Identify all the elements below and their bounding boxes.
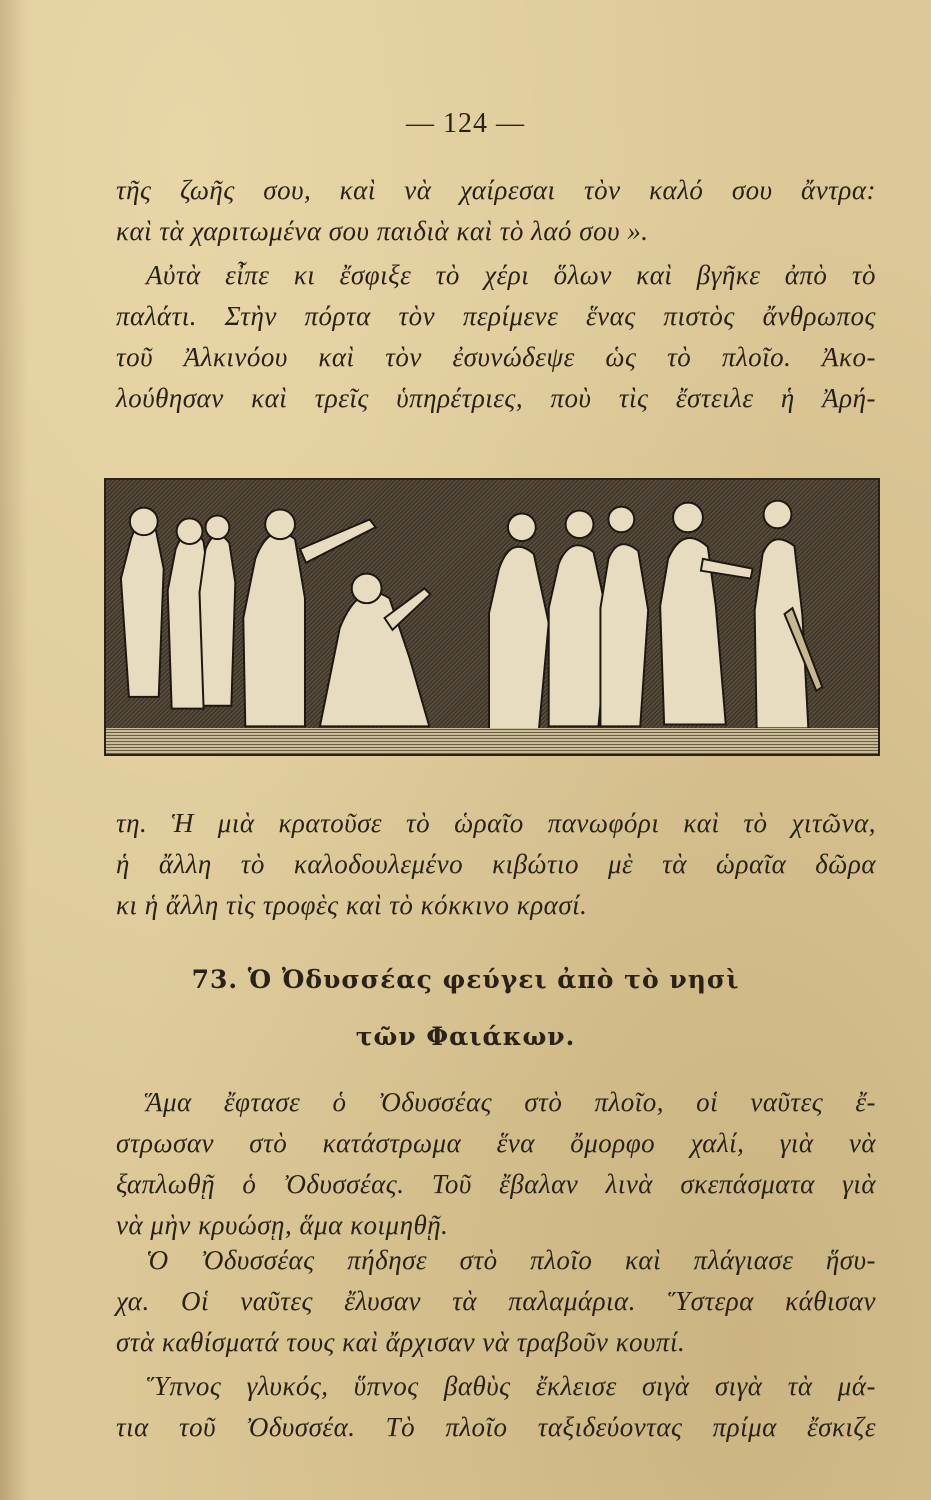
text-line: Ἅμα ἔφτασε ὁ Ὀδυσσέας στὸ πλοῖο, οἱ ναῦτες ἔ- [146,1087,876,1117]
frieze-illustration [104,478,880,756]
text-line: χα. Οἱ ναῦτες ἔλυσαν τὰ παλαμάρια. Ὕστερα κάθισαν [116,1286,876,1316]
page-number: — 124 — [406,108,525,139]
text-line: κι ἡ ἄλλη τὶς τροφὲς καὶ τὸ κόκκινο κρασί. [116,890,588,920]
text-line: ἡ ἄλλη τὸ καλοδουλεμένο κιβώτιο μὲ τὰ ὡραῖα δῶρα [116,849,876,879]
text-line: τῆς ζωῆς σου, καὶ νὰ χαίρεσαι τὸν καλό σου ἄντρα: [116,175,876,205]
frieze-ground [106,728,878,754]
text-line: τη. Ἡ μιὰ κρατοῦσε τὸ ὡραῖο πανωφόρι καὶ τὸ χιτῶνα, [116,808,876,838]
paragraph-4 [116,1082,876,1246]
text-line: Αὐτὰ εἶπε κι ἔσφιξε τὸ χέρι ὅλων καὶ βγῆκε ἀπὸ τὸ [146,260,876,290]
section-heading: 73. Ὁ Ὀδυσσέας φεύγει ἀπὸ τὸ νησὶ [191,965,740,994]
text-line: παλάτι. Στὴν πόρτα τὸν περίμενε ἕνας πιστὸς ἄνθρωπος [116,301,876,331]
paragraph-6 [116,1366,876,1448]
paragraph-1 [116,170,876,252]
paragraph-2 [116,255,876,419]
text-line: τοῦ Ἀλκινόου καὶ τὸν ἐσυνώδεψε ὡς τὸ πλοῖο. Ἀκο- [116,342,876,372]
section-heading-cont: τῶν Φαιάκων. [355,1022,576,1051]
text-line: καὶ τὰ χαριτωμένα σου παιδιὰ καὶ τὸ λαό σου ». [116,216,649,246]
paragraph-5 [116,1240,876,1363]
text-line: Ὁ Ὀδυσσέας πήδησε στὸ πλοῖο καὶ πλάγιασε ἥσυ- [146,1245,876,1275]
text-line: Ὕπνος γλυκός, ὕπνος βαθὺς ἔκλεισε σιγὰ σιγὰ τὰ μά- [146,1371,876,1401]
text-line: νὰ μὴν κρυώσῃ, ἅμα κοιμηθῇ. [116,1210,449,1240]
text-line: λούθησαν καὶ τρεῖς ὑπηρέτριες, ποὺ τὶς ἔστειλε ἡ Ἀρή- [116,383,876,413]
figures-engraving [106,480,878,754]
text-line: στρωσαν στὸ κατάστρωμα ἕνα ὄμορφο χαλί, γιὰ νὰ [116,1128,876,1158]
text-line: τια τοῦ Ὀδυσσέα. Τὸ πλοῖο ταξιδεύοντας πρίμα ἔσκιζε [116,1412,876,1442]
text-line: ξαπλωθῇ ὁ Ὀδυσσέας. Τοῦ ἔβαλαν λινὰ σκεπάσματα γιὰ [116,1169,876,1199]
paragraph-3 [116,803,876,926]
text-line: στὰ καθίσματά τους καὶ ἄρχισαν νὰ τραβοῦν κουπί. [116,1327,686,1357]
